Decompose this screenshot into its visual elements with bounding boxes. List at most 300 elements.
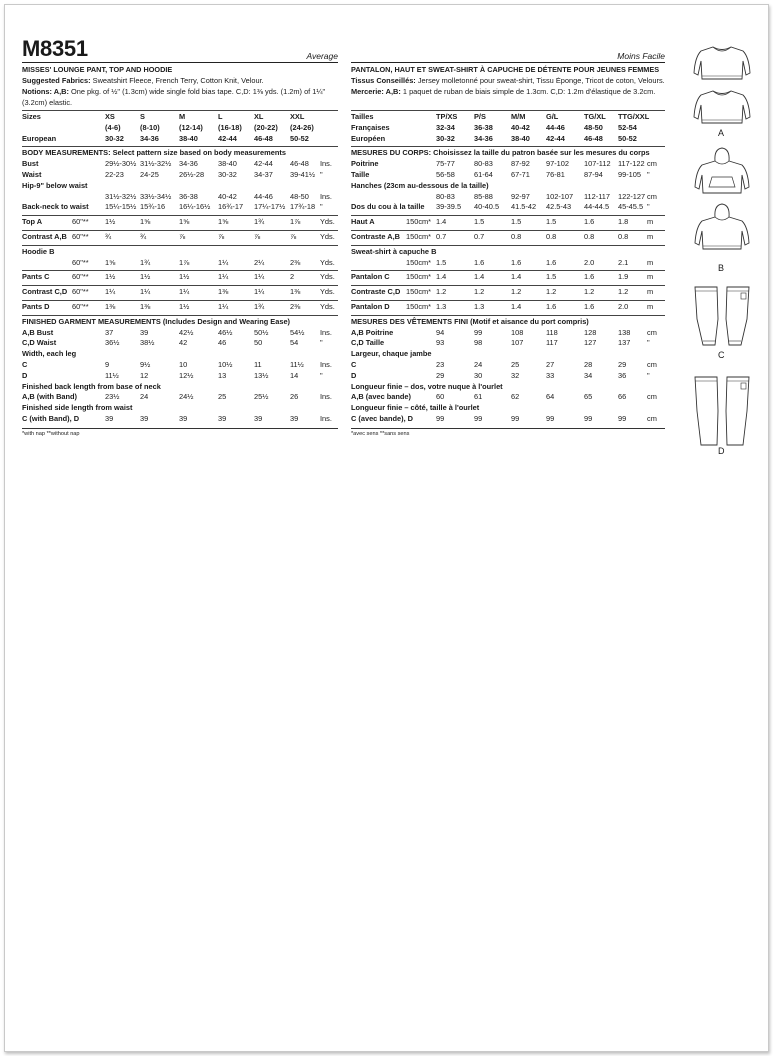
yardage-row — [22, 233, 338, 244]
cell-value: 1.2 — [474, 287, 485, 297]
rule — [22, 300, 338, 301]
cell-value: 36-38 — [179, 191, 198, 201]
hoodie-b-sketch-2 — [691, 203, 753, 253]
unit: " — [320, 338, 323, 348]
row-label: C (avec bande), D — [351, 413, 414, 423]
finished-measurements-heading: FINISHED GARMENT MEASUREMENTS (Includes Design and Wearing Ease) — [22, 316, 291, 326]
cell-value: 1⅜ — [290, 287, 301, 297]
row-label: Sizes — [22, 112, 41, 121]
difficulty-level-fr: Moins Facile — [617, 50, 665, 61]
body-measurements-heading: BODY MEASUREMENTS: Select pattern size based on body measurements — [22, 148, 286, 158]
cell-value: 39-39.5 — [436, 202, 462, 212]
cell-value: 1.2 — [618, 287, 629, 297]
fabrics-text: Jersey molletonné pour sweat-shirt, Tissu Éponge, Tricot de coton, Velours. — [417, 77, 665, 85]
row-label: C — [351, 359, 357, 369]
english-header — [22, 38, 338, 62]
cell-value: (8-10) — [140, 122, 160, 132]
cell-value: 34 — [584, 370, 593, 380]
cell-value: 24½ — [179, 392, 194, 402]
cell-value: 54 — [290, 338, 299, 348]
unit: Ins. — [320, 413, 332, 423]
cell-value: 1½ — [179, 301, 190, 311]
cell-value: 99 — [511, 413, 520, 423]
cell-value: 29 — [436, 370, 445, 380]
unit: Yds. — [320, 217, 335, 227]
pattern-number: M8351 — [22, 36, 88, 61]
fabrics-line — [351, 77, 665, 88]
cell-value: 75-77 — [436, 159, 455, 169]
cell-value: 25 — [218, 392, 227, 402]
cell-value: 31½-32½ — [140, 159, 172, 169]
cell-value: 42-44 — [218, 133, 237, 143]
cell-value: 85-88 — [474, 191, 493, 201]
cell-value: 10 — [179, 359, 188, 369]
row-label: Contrast C,D — [22, 287, 68, 297]
fabrics-label: Suggested Fabrics: — [22, 77, 91, 85]
cell-value: 61 — [474, 392, 483, 402]
side-length-row — [351, 415, 665, 426]
cell-value: 39 — [218, 413, 227, 423]
cell-value: 46½ — [218, 327, 233, 337]
cell-value: 15¼-15½ — [105, 202, 137, 212]
pants-d-sketch — [691, 375, 753, 447]
cell-value: 1⅝ — [218, 217, 229, 227]
cell-value: 94 — [436, 327, 445, 337]
finished-row — [351, 339, 665, 350]
european-row — [351, 135, 665, 146]
cell-value: 9½ — [140, 359, 151, 369]
unit: " — [320, 370, 323, 380]
unit: m — [647, 257, 654, 267]
cell-value: 1.4 — [436, 272, 447, 282]
cell-value: 66 — [618, 392, 627, 402]
cell-value: 40-42 — [218, 191, 237, 201]
row-label: Pantalon C — [351, 272, 390, 282]
cell-value: 1.4 — [436, 217, 447, 227]
unit: m — [647, 272, 654, 282]
hip-label: Hip-9" below waist — [22, 180, 88, 190]
cell-value: 0.7 — [436, 231, 447, 241]
hoodie-label: Sweat-shirt à capuche B — [351, 246, 437, 256]
notions-label: Notions: A,B: — [22, 88, 69, 96]
cell-value: XXL — [290, 112, 305, 121]
cell-value: 42-44 — [546, 133, 565, 143]
cell-value: 1.5 — [474, 217, 485, 227]
unit: m — [647, 217, 654, 227]
cell-value: 39 — [290, 413, 299, 423]
cell-value: 1¼ — [218, 301, 229, 311]
unit: cm — [647, 413, 657, 423]
unit: Ins. — [320, 359, 332, 369]
cell-value: 1¼ — [254, 272, 265, 282]
cell-value: 25½ — [254, 392, 269, 402]
rule — [22, 110, 338, 111]
cell-value: 127 — [584, 338, 597, 348]
cell-value: 16¾-17 — [218, 202, 244, 212]
cell-value: G/L — [546, 112, 559, 121]
cell-value: 48-50 — [290, 191, 309, 201]
cell-value: 36½ — [105, 338, 120, 348]
row-label: Bust — [22, 159, 39, 169]
body-row — [22, 171, 338, 182]
cell-value: 2⅜ — [290, 301, 301, 311]
cell-value: 0.8 — [618, 231, 629, 241]
cell-value: 27 — [546, 359, 555, 369]
cell-value: 46-48 — [254, 133, 273, 143]
cell-value: 36 — [618, 370, 627, 380]
cell-value: 16¼-16½ — [179, 202, 211, 212]
cell-value: 1.4 — [474, 272, 485, 282]
rule — [351, 285, 665, 286]
cell-value: 1.9 — [618, 272, 629, 282]
row-label: Waist — [22, 169, 42, 179]
cell-value: 76-81 — [546, 169, 565, 179]
spacer — [351, 99, 665, 109]
cell-value: 34-36 — [140, 133, 159, 143]
cell-value: 39 — [140, 413, 149, 423]
backneck-row — [351, 203, 665, 214]
cell-value: 50½ — [254, 327, 269, 337]
cell-value: 45-45.5 — [618, 202, 644, 212]
section-title: MISSES' LOUNGE PANT, TOP AND HOODIE — [22, 65, 173, 74]
width-row — [22, 372, 338, 383]
fabrics-line — [22, 77, 338, 88]
cell-value: 0.7 — [474, 231, 485, 241]
row-label: Européen — [351, 133, 386, 143]
cell-value: 40-42 — [511, 122, 530, 132]
cell-value: XS — [105, 112, 115, 121]
pattern-envelope-back — [4, 4, 769, 1052]
cell-value: 122-127 — [618, 191, 646, 201]
row-label: European — [22, 133, 57, 143]
cell-value: S — [140, 112, 145, 121]
cell-value: 117-122 — [618, 159, 645, 169]
row-label: A,B Bust — [22, 327, 54, 337]
bottom-rule — [351, 428, 665, 429]
width-row — [351, 372, 665, 383]
cell-value: 1½ — [105, 272, 116, 282]
unit: Yds. — [320, 257, 335, 267]
body-row — [351, 171, 665, 182]
cell-value: 107 — [511, 338, 524, 348]
cell-value: 65 — [584, 392, 593, 402]
fabric-width: 150cm* — [406, 287, 432, 297]
rule — [22, 230, 338, 231]
cell-value: L — [218, 112, 223, 121]
cell-value: 1.4 — [511, 272, 522, 282]
cell-value: 14 — [290, 370, 299, 380]
cell-value: 99 — [474, 327, 483, 337]
cell-value: TP/XS — [436, 112, 458, 121]
difficulty-level: Average — [306, 50, 338, 61]
cell-value: 97-102 — [546, 159, 570, 169]
cell-value: 1¼ — [254, 287, 265, 297]
pants-row — [351, 303, 665, 314]
cell-value: 17¾-18 — [290, 202, 316, 212]
cell-value: 108 — [511, 327, 524, 337]
pants-icon — [691, 285, 753, 351]
cell-value: (20-22) — [254, 122, 278, 132]
cell-value: 12 — [140, 370, 149, 380]
unit: cm — [647, 392, 657, 402]
cell-value: 99 — [436, 413, 445, 423]
pants-row — [22, 288, 338, 299]
cell-value: 1.5 — [436, 257, 447, 267]
cell-value: 118 — [546, 327, 558, 337]
cell-value: 93 — [436, 338, 445, 348]
cell-value: 87-94 — [584, 169, 603, 179]
cell-value: 1.6 — [511, 257, 522, 267]
hoodie-icon — [691, 203, 753, 253]
unit: Yds. — [320, 287, 335, 297]
hoodie-row — [22, 259, 338, 270]
cell-value: 99 — [584, 413, 593, 423]
cell-value: (4-6) — [105, 122, 121, 132]
fabrics-text: Sweatshirt Fleece, French Terry, Cotton Knit, Velour. — [92, 77, 264, 85]
cell-value: 17¼-17½ — [254, 202, 286, 212]
cell-value: 117 — [546, 338, 558, 348]
cell-value: 11½ — [290, 359, 304, 369]
cell-value: 1¼ — [105, 287, 116, 297]
cell-value: 64 — [546, 392, 555, 402]
fabric-width: 150cm* — [406, 231, 432, 241]
cell-value: 1.2 — [511, 287, 522, 297]
rule — [351, 270, 665, 271]
cell-value: 46-48 — [584, 133, 603, 143]
cell-value: 39-41½ — [290, 169, 316, 179]
cell-value: 44-44.5 — [584, 202, 610, 212]
fabrics-label: Tissus Conseillés: — [351, 77, 416, 85]
cell-value: 22-23 — [105, 169, 124, 179]
cell-value: 1.3 — [436, 301, 447, 311]
cell-value: 24 — [140, 392, 149, 402]
top-a-sketch-2 — [691, 87, 753, 127]
row-label: C (with Band), D — [22, 413, 80, 423]
unit: " — [647, 202, 650, 212]
cell-value: 1¾ — [254, 301, 265, 311]
cell-value: 1.6 — [584, 272, 595, 282]
rule — [351, 230, 665, 231]
rule — [22, 270, 338, 271]
cell-value: 56-58 — [436, 169, 455, 179]
rule — [22, 315, 338, 316]
cell-value: 9 — [105, 359, 110, 369]
cell-value: ¾ — [105, 231, 112, 241]
fabric-width: 60"** — [72, 287, 89, 297]
unit: Ins. — [320, 392, 332, 402]
row-label: Back-neck to waist — [22, 202, 89, 212]
size-ranges-row — [22, 124, 338, 135]
cell-value: 44-46 — [254, 191, 273, 201]
row-label: C — [22, 359, 28, 369]
row-label: Taille — [351, 169, 370, 179]
row-label: Haut A — [351, 217, 375, 227]
cell-value: 61-64 — [474, 169, 493, 179]
cell-value: 15¾-16 — [140, 202, 166, 212]
cell-value: 1.4 — [511, 301, 522, 311]
unit: cm — [647, 159, 657, 169]
cell-value: TTG/XXL — [618, 112, 650, 121]
cell-value: 31½-32½ — [105, 191, 137, 201]
cell-value: 54½ — [290, 327, 305, 337]
cell-value: 80-83 — [474, 159, 493, 169]
row-label: C,D Taille — [351, 338, 385, 348]
header-rule-fr — [351, 62, 665, 63]
cell-value: 26 — [290, 392, 299, 402]
fabric-width: 60"** — [72, 217, 89, 227]
cell-value: 1.2 — [584, 287, 595, 297]
notions-line — [351, 88, 665, 99]
sweatshirt-icon — [691, 87, 753, 127]
cell-value: 99 — [618, 413, 627, 423]
rule — [22, 285, 338, 286]
cell-value: 1.5 — [511, 217, 522, 227]
view-label-c: C — [718, 350, 725, 360]
cell-value: 42½ — [179, 327, 194, 337]
fabric-width: 150cm* — [406, 257, 432, 267]
cell-value: 2.1 — [618, 257, 629, 267]
cell-value: 38-40 — [218, 159, 237, 169]
unit: cm — [647, 327, 657, 337]
notions-label: Mercerie: A,B: — [351, 88, 401, 96]
cell-value: 12½ — [179, 370, 194, 380]
hoodie-row — [351, 259, 665, 270]
rule — [351, 110, 665, 111]
yardage-row — [22, 218, 338, 229]
bottom-rule — [22, 428, 338, 429]
cell-value: ⅞ — [254, 231, 261, 241]
section-title: PANTALON, HAUT ET SWEAT-SHIRT À CAPUCHE DE DÉTENTE POUR JEUNES FEMMES — [351, 65, 660, 74]
unit: Yds. — [320, 231, 335, 241]
cell-value: 1.5 — [546, 217, 557, 227]
row-label: Contraste A,B — [351, 231, 401, 241]
cell-value: 1⅝ — [179, 217, 190, 227]
finished-measurements-heading: MESURES DES VÊTEMENTS FINI (Motif et aisance du port compris) — [351, 316, 589, 326]
cell-value: 2.0 — [584, 257, 595, 267]
cell-value: 30-32 — [218, 169, 237, 179]
hoodie-label: Hoodie B — [22, 246, 55, 256]
cell-value: 0.8 — [546, 231, 557, 241]
cell-value: 2⅜ — [290, 257, 301, 267]
cell-value: 29 — [618, 359, 627, 369]
cell-value: 1⅞ — [290, 217, 301, 227]
cell-value: 29½-30½ — [105, 159, 137, 169]
row-label: D — [351, 370, 357, 380]
cell-value: 34-37 — [254, 169, 273, 179]
back-length-label: Longueur finie – dos, votre nuque à l'ourlet — [351, 381, 503, 391]
cell-value: 1.2 — [436, 287, 447, 297]
cell-value: 39 — [140, 327, 149, 337]
backneck-row — [22, 203, 338, 214]
back-length-row — [22, 393, 338, 404]
cell-value: 42.5-43 — [546, 202, 572, 212]
fabric-width: 60"** — [72, 301, 89, 311]
cell-value: 67-71 — [511, 169, 530, 179]
cell-value: 48-50 — [584, 122, 603, 132]
pants-row — [351, 273, 665, 284]
cell-value: 42 — [179, 338, 188, 348]
finished-row — [22, 339, 338, 350]
side-length-label: Longueur finie – côté, taille à l'ourlet — [351, 403, 480, 413]
rule — [351, 215, 665, 216]
yardage-row — [351, 233, 665, 244]
cell-value: 1¼ — [218, 257, 229, 267]
cell-value: 50 — [254, 338, 263, 348]
unit: Ins. — [320, 327, 332, 337]
unit: Ins. — [320, 191, 332, 201]
cell-value: 1⅜ — [218, 287, 229, 297]
width-label: Width, each leg — [22, 349, 77, 359]
pants-c-sketch — [691, 285, 753, 351]
back-length-row — [351, 393, 665, 404]
cell-value: 1.5 — [546, 272, 557, 282]
cell-value: 33 — [546, 370, 555, 380]
row-label: A,B (with Band) — [22, 392, 78, 402]
row-label: D — [22, 370, 28, 380]
header-rule — [22, 62, 338, 63]
yardage-row — [351, 218, 665, 229]
cell-value: 39 — [105, 413, 114, 423]
cell-value: 1½ — [105, 217, 116, 227]
cell-value: M — [179, 112, 186, 121]
cell-value: 1.6 — [584, 217, 595, 227]
cell-value: 99-105 — [618, 169, 642, 179]
cell-value: 39 — [254, 413, 263, 423]
cell-value: 26½-28 — [179, 169, 205, 179]
rule — [22, 215, 338, 216]
row-label: A,B Poitrine — [351, 327, 394, 337]
french-table — [351, 66, 665, 440]
cell-value: 50-52 — [618, 133, 637, 143]
cell-value: 23 — [436, 359, 445, 369]
cell-value: 137 — [618, 338, 631, 348]
cell-value: 92-97 — [511, 191, 530, 201]
cell-value: 13 — [218, 370, 227, 380]
row-label: Pantalon D — [351, 301, 390, 311]
row-label: Poitrine — [351, 159, 379, 169]
cell-value: ⅞ — [218, 231, 225, 241]
cell-value: 99 — [546, 413, 555, 423]
cell-value: 24-25 — [140, 169, 159, 179]
cell-value: 1½ — [140, 272, 151, 282]
top-a-sketch-1 — [691, 43, 753, 83]
rule — [22, 245, 338, 246]
cell-value: 44-46 — [546, 122, 565, 132]
cell-value: 32 — [511, 370, 520, 380]
side-length-row — [22, 415, 338, 426]
cell-value: 62 — [511, 392, 520, 402]
notions-line-2: (3.2cm) elastic. — [22, 98, 73, 107]
cell-value: 1.8 — [618, 217, 629, 227]
cell-value: 0.8 — [511, 231, 522, 241]
unit: m — [647, 287, 654, 297]
unit: " — [647, 169, 650, 179]
view-label-a: A — [718, 128, 725, 138]
sweatshirt-icon — [691, 43, 753, 83]
cell-value: ¾ — [140, 231, 147, 241]
row-label: Pants D — [22, 301, 50, 311]
unit: cm — [647, 191, 657, 201]
hip-label: Hanches (23cm au-dessous de la taille) — [351, 180, 489, 190]
cell-value: 50-52 — [290, 133, 309, 143]
hoodie-icon — [691, 147, 753, 197]
cell-value: 1¾ — [254, 217, 265, 227]
rule — [351, 146, 665, 147]
fabric-width: 60"** — [72, 272, 89, 282]
row-label: A,B (avec bande) — [351, 392, 411, 402]
notions-text: 1 paquet de ruban de biais simple de 1.3cm. C,D: 1.2m d'élastique de 3.2cm. — [402, 88, 656, 96]
cell-value: P/S — [474, 112, 486, 121]
